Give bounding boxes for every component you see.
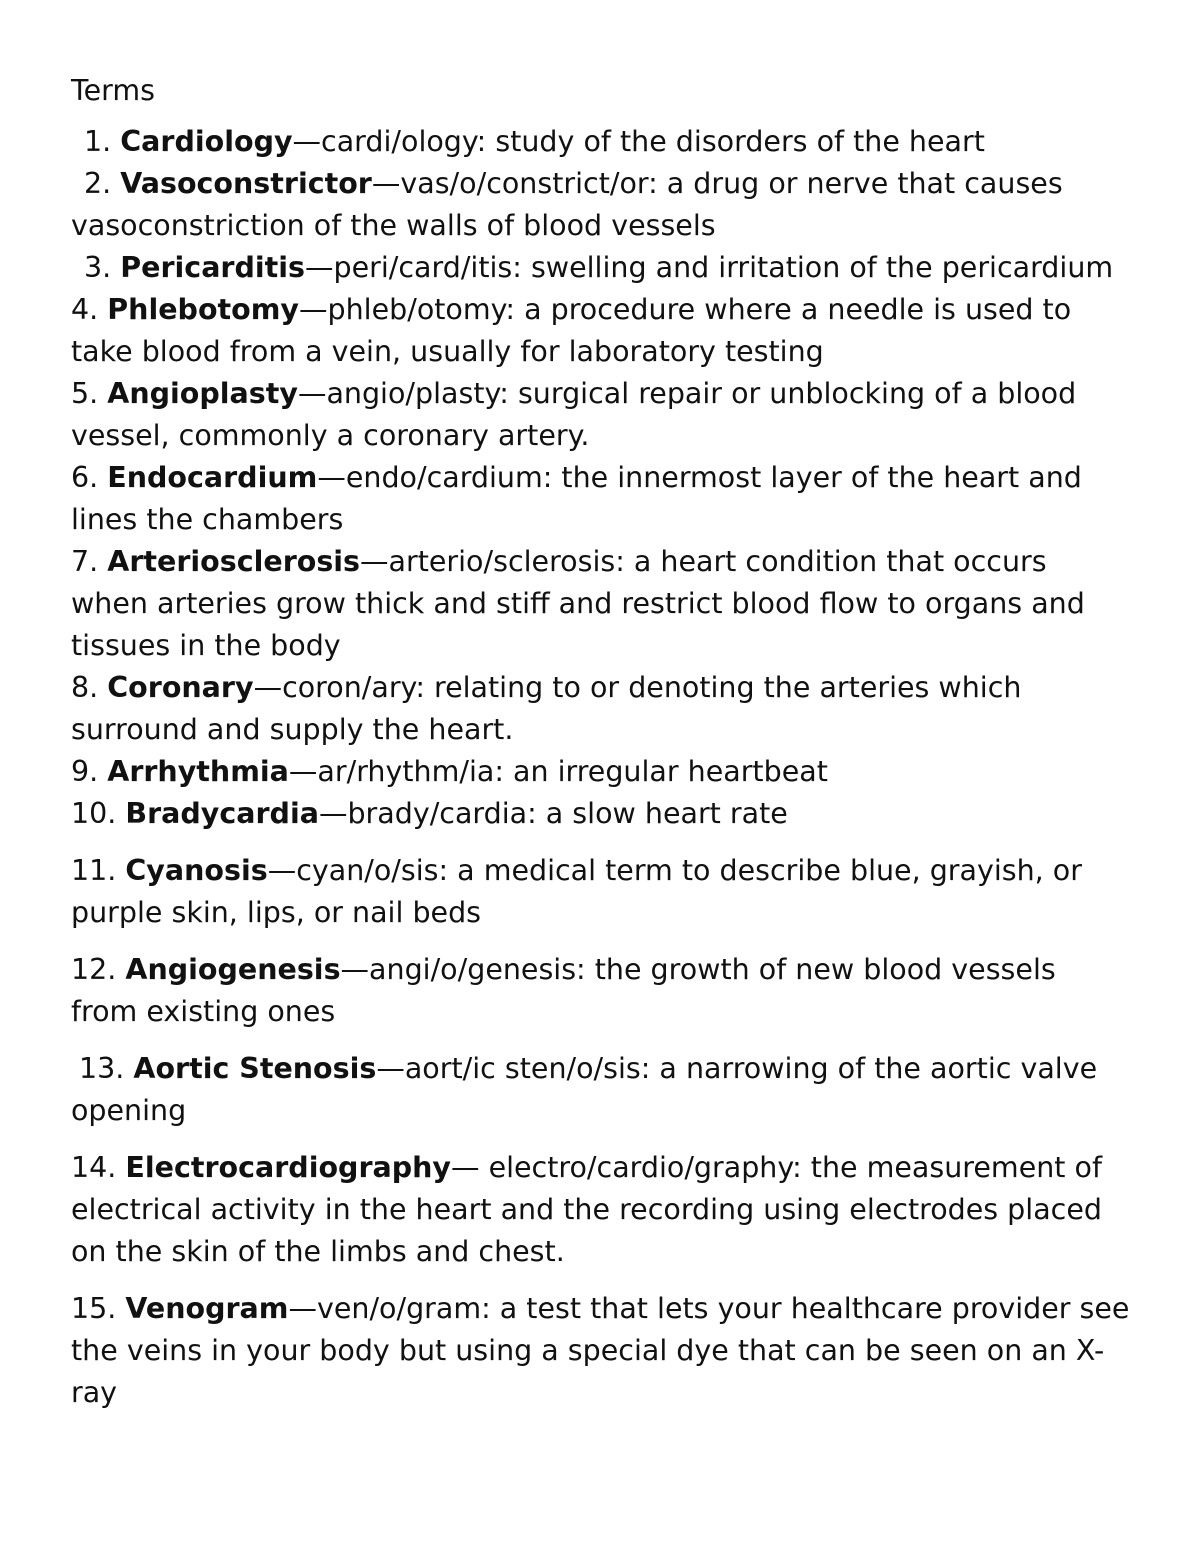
term-definition: aort/ic sten/o/sis: a narrowing of the aortic valve opening (71, 1052, 1098, 1127)
term-number: 4. (71, 293, 108, 326)
term-number: 8. (71, 671, 108, 704)
term-separator: — (371, 167, 401, 200)
term-word: Electrocardiography (125, 1151, 451, 1184)
term-number: 15. (71, 1292, 126, 1325)
term-word: Arrhythmia (107, 755, 289, 788)
term-item-2 (71, 163, 1131, 247)
term-number: 9. (71, 755, 108, 788)
term-number: 11. (71, 854, 126, 887)
term-number: 10. (71, 797, 126, 830)
term-definition: cyan/o/sis: a medical term to describe blue, grayish, or purple skin, lips, or nail beds (71, 854, 1082, 929)
term-word: Vasoconstrictor (120, 167, 372, 200)
term-definition: arterio/sclerosis: a heart condition that occurs when arteries grow thick and stiff and restrict blood flow to organs and tissues in the body (71, 545, 1085, 662)
term-item-9 (71, 751, 1131, 793)
term-definition: angio/plasty: surgical repair or unblocking of a blood vessel, commonly a coronary artery. (71, 377, 1077, 452)
term-number: 3. (84, 251, 121, 284)
term-definition: peri/card/itis: swelling and irritation of the pericardium (333, 251, 1114, 284)
term-separator: — (297, 377, 327, 410)
term-item-13 (71, 1048, 1131, 1132)
term-definition: ven/o/gram: a test that lets your healthcare provider see the veins in your body but using a special dye that can be seen on an X-ray (71, 1292, 1130, 1409)
term-definition: ar/rhythm/ia: an irregular heartbeat (317, 755, 828, 788)
term-number: 12. (71, 953, 126, 986)
term-item-10 (71, 793, 1131, 835)
term-number: 5. (71, 377, 108, 410)
term-word: Phlebotomy (107, 293, 300, 326)
term-word: Pericarditis (120, 251, 306, 284)
term-separator: — (299, 293, 328, 326)
terms-document (71, 70, 1131, 1414)
term-separator: — (451, 1151, 489, 1184)
term-separator: — (288, 1292, 317, 1325)
term-word: Coronary (107, 671, 254, 704)
term-item-3 (71, 247, 1131, 289)
term-separator: — (376, 1052, 405, 1085)
term-separator: — (288, 755, 318, 788)
term-definition: coron/ary: relating to or denoting the arteries which surround and supply the heart. (71, 671, 1022, 746)
term-separator: — (340, 953, 370, 986)
term-word: Endocardium (107, 461, 318, 494)
term-word: Aortic Stenosis (133, 1052, 377, 1085)
term-word: Venogram (125, 1292, 289, 1325)
term-definition: vas/o/constrict/or: a drug or nerve that causes vasoconstriction of the walls of blood vessels (71, 167, 1063, 242)
term-separator: — (253, 671, 283, 704)
term-separator: — (360, 545, 389, 578)
term-definition: cardi/ology: study of the disorders of the heart (321, 125, 985, 158)
term-item-11 (71, 850, 1131, 934)
page-title: Terms (71, 74, 155, 107)
term-number: 1. (84, 125, 121, 158)
term-definition: endo/cardium: the innermost layer of the heart and lines the chambers (71, 461, 1082, 536)
term-item-6 (71, 457, 1131, 541)
term-separator: — (305, 251, 334, 284)
term-word: Cyanosis (125, 854, 268, 887)
term-word: Angioplasty (107, 377, 298, 410)
term-definition: electro/cardio/graphy: the measurement of electrical activity in the heart and the recording using electrodes placed on the skin of the limbs and chest. (71, 1151, 1102, 1268)
term-number: 14. (71, 1151, 126, 1184)
term-word: Angiogenesis (125, 953, 341, 986)
term-item-12 (71, 949, 1131, 1033)
term-number: 7. (71, 545, 108, 578)
term-definition: brady/cardia: a slow heart rate (347, 797, 788, 830)
term-definition: angi/o/genesis: the growth of new blood vessels from existing ones (71, 953, 1056, 1028)
term-word: Bradycardia (125, 797, 319, 830)
term-item-4 (71, 289, 1131, 373)
term-word: Arteriosclerosis (107, 545, 361, 578)
term-item-5 (71, 373, 1131, 457)
term-separator: — (317, 461, 346, 494)
term-item-8 (71, 667, 1131, 751)
term-item-7 (71, 541, 1131, 667)
term-definition: phleb/otomy: a procedure where a needle is used to take blood from a vein, usually for laboratory testing (71, 293, 1072, 368)
term-item-14 (71, 1147, 1131, 1273)
term-number: 13. (79, 1052, 134, 1085)
term-separator: — (318, 797, 348, 830)
term-number: 6. (71, 461, 108, 494)
term-item-15 (71, 1288, 1131, 1414)
term-separator: — (292, 125, 322, 158)
term-word: Cardiology (120, 125, 293, 158)
term-number: 2. (84, 167, 121, 200)
term-separator: — (267, 854, 297, 887)
term-item-1 (71, 121, 1131, 163)
